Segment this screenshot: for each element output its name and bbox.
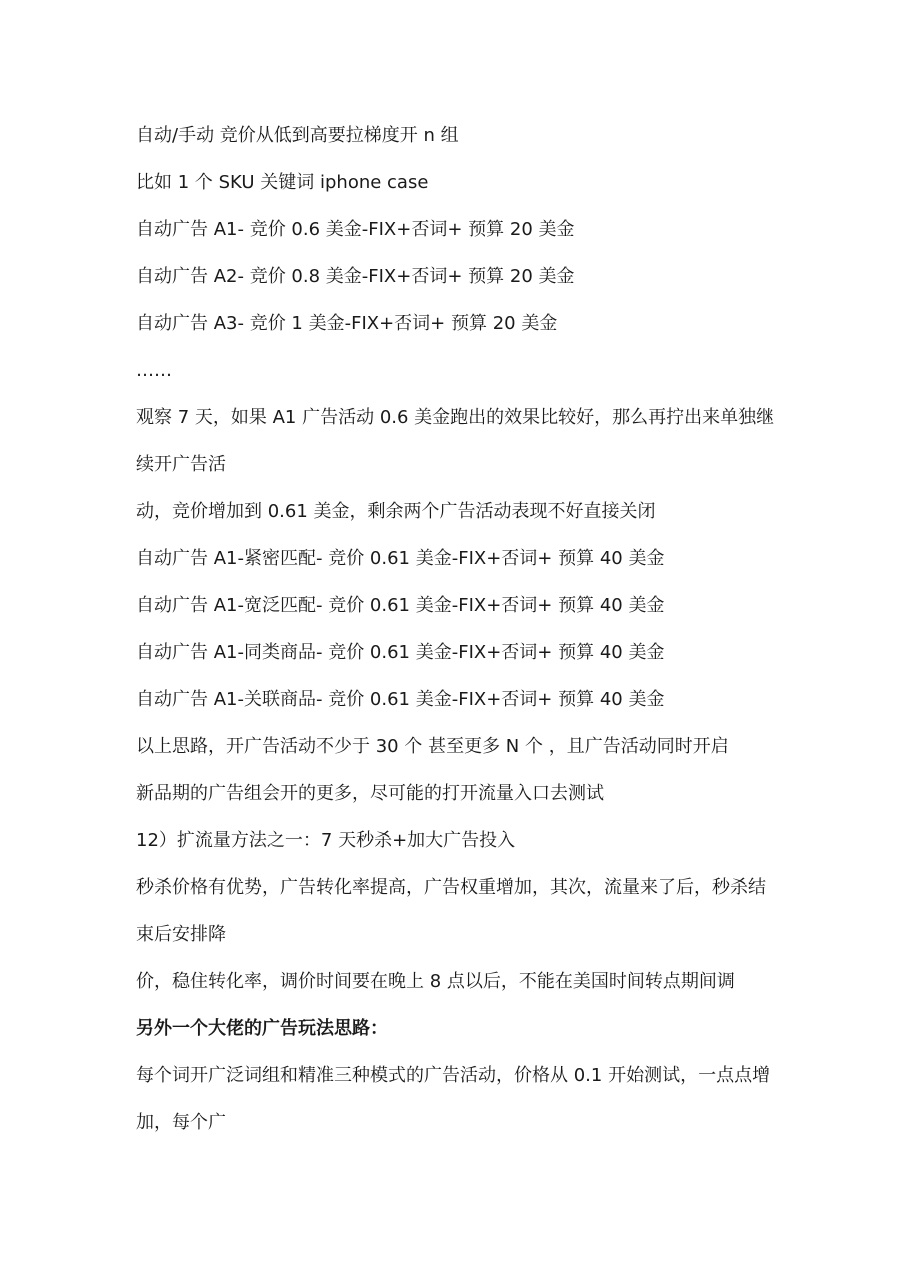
text-line: 自动广告 A1-关联商品- 竞价 0.61 美金-FIX+否词+ 预算 40 美金: [136, 689, 665, 710]
document-body: [136, 112, 776, 1146]
text-line: 比如 1 个 SKU 关键词 iphone case: [136, 172, 429, 193]
text-line: ……: [136, 360, 172, 381]
bold-heading-line: 另外一个大佬的广告玩法思路：: [136, 1018, 388, 1039]
text-line: 续开广告活: [136, 454, 226, 475]
text-line: 新品期的广告组会开的更多，尽可能的打开流量入口去测试: [136, 783, 604, 804]
text-line: 自动广告 A1-宽泛匹配- 竞价 0.61 美金-FIX+否词+ 预算 40 美金: [136, 595, 665, 616]
text-line: 自动广告 A3- 竞价 1 美金-FIX+否词+ 预算 20 美金: [136, 313, 558, 334]
text-line: 动，竞价增加到 0.61 美金，剩余两个广告活动表现不好直接关闭: [136, 501, 656, 522]
section-heading-line: 12）扩流量方法之一：7 天秒杀+加大广告投入: [136, 830, 516, 851]
text-line: 自动广告 A2- 竞价 0.8 美金-FIX+否词+ 预算 20 美金: [136, 266, 575, 287]
text-line: 束后安排降: [136, 924, 226, 945]
text-line: 观察 7 天，如果 A1 广告活动 0.6 美金跑出的效果比较好，那么再拧出来单独继: [136, 407, 775, 428]
text-line: 每个词开广泛词组和精准三种模式的广告活动，价格从 0.1 开始测试，一点点增: [136, 1065, 771, 1086]
text-line: 以上思路，开广告活动不少于 30 个 甚至更多 N 个 ，且广告活动同时开启: [136, 736, 729, 757]
text-line: 加，每个广: [136, 1112, 226, 1133]
text-line: 自动/手动 竞价从低到高要拉梯度开 n 组: [136, 125, 459, 146]
text-line: 价，稳住转化率，调价时间要在晚上 8 点以后，不能在美国时间转点期间调: [136, 971, 735, 992]
text-line: 秒杀价格有优势，广告转化率提高，广告权重增加，其次，流量来了后，秒杀结: [136, 877, 766, 898]
text-line: 自动广告 A1-紧密匹配- 竞价 0.61 美金-FIX+否词+ 预算 40 美金: [136, 548, 665, 569]
text-line: 自动广告 A1-同类商品- 竞价 0.61 美金-FIX+否词+ 预算 40 美金: [136, 642, 665, 663]
text-line: 自动广告 A1- 竞价 0.6 美金-FIX+否词+ 预算 20 美金: [136, 219, 575, 240]
